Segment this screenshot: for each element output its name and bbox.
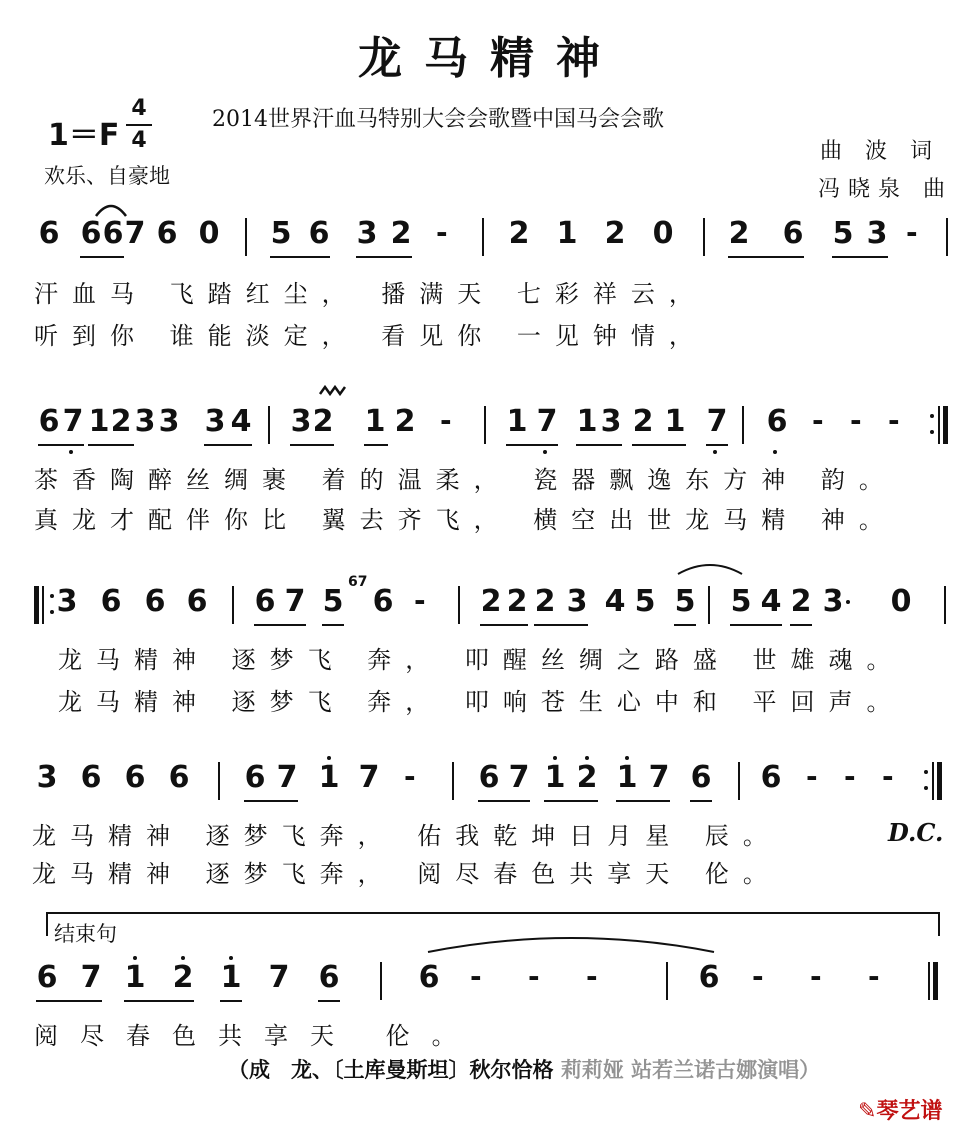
site-logo [858, 1094, 942, 1125]
tie-mark-long [426, 932, 716, 954]
subtitle: 2014世界汗血马特别大会会歌暨中国马会会歌 [212, 107, 664, 132]
lyric-row-4-verse-1: 龙马精神 逐梦飞奔， 佑我乾坤日月星 辰。 [32, 822, 781, 850]
ending-label: 结束句 [54, 922, 117, 946]
time-signature [126, 96, 152, 154]
performers-cutoff: 莉莉娅 站若兰诺古娜演唱） [560, 1058, 821, 1082]
lyric-row-2-verse-1: 茶香陶醉丝绸裹 着的温柔， 瓷器飘逸东方神 韵。 [34, 466, 897, 494]
lyric-row-1-verse-2: 听到你 谁能淡定， 看见你 一见钟情， [34, 322, 707, 350]
time-top: 4 [131, 96, 147, 121]
notation-line-3: 3 6 6 6 6 7 5 6 - 2 2 2 3 4 5 5 5 4 2 3 0 [0, 584, 980, 644]
notation-line-5: 6 7 1 2 1 7 6 6 - - - 6 - - - [0, 960, 980, 1020]
da-capo-marking: D.C. [888, 818, 944, 847]
performers-credit [228, 1054, 820, 1084]
notation-line-1: 6 6 6 7 6 0 5 6 3 2 - 2 1 2 0 2 6 5 3 - [0, 216, 980, 276]
staff-row-3 [0, 560, 980, 720]
lyric-row-5: 阅尽春色共享天 伦。 [34, 1022, 478, 1050]
staff-row-5 [0, 912, 980, 1052]
time-divider [126, 124, 152, 126]
lyric-row-2-verse-2: 真龙才配伴你比 翼去齐飞， 横空出世龙马精 神。 [34, 506, 897, 534]
performers-visible: （成 龙、〔土库曼斯坦〕秋尔恰格 [228, 1058, 554, 1082]
song-title: 龙马精神 [358, 33, 622, 84]
slur-mark [94, 198, 128, 218]
lyric-row-1-verse-1: 汗血马 飞踏红尘， 播满天 七彩祥云， [34, 280, 707, 308]
ornament-mark [318, 384, 348, 398]
grace-notes: 67 [348, 574, 368, 590]
tempo-marking: 欢乐、自豪地 [44, 164, 170, 188]
key-signature: 1＝F [48, 118, 120, 153]
staff-row-4 [0, 740, 980, 900]
lyric-row-4-verse-2: 龙马精神 逐梦飞奔， 阅尽春色共享天 伦。 [32, 860, 781, 888]
tie-mark [676, 560, 744, 576]
logo-icon: ✎ [858, 1099, 877, 1124]
notation-line-4: 3 6 6 6 6 7 1 7 - 6 7 1 2 1 7 6 6 - - - [0, 760, 980, 820]
lyricist: 曲 波 词 [820, 139, 940, 164]
notation-line-2: 6 7 1 2 3 3 3 4 3 2 1 2 - 1 7 1 3 2 1 7 6 - - - [0, 404, 980, 464]
time-bottom: 4 [131, 128, 147, 153]
logo-text: 琴艺谱 [876, 1099, 943, 1124]
staff-row-1 [0, 196, 980, 356]
lyric-row-3-verse-2: 龙马精神 逐梦飞 奔， 叩响苍生心中和 平回声。 [58, 688, 905, 716]
composer: 冯晓泉 曲 [818, 177, 953, 202]
lyric-row-3-verse-1: 龙马精神 逐梦飞 奔， 叩醒丝绸之路盛 世雄魂。 [58, 646, 905, 674]
staff-row-2 [0, 384, 980, 544]
